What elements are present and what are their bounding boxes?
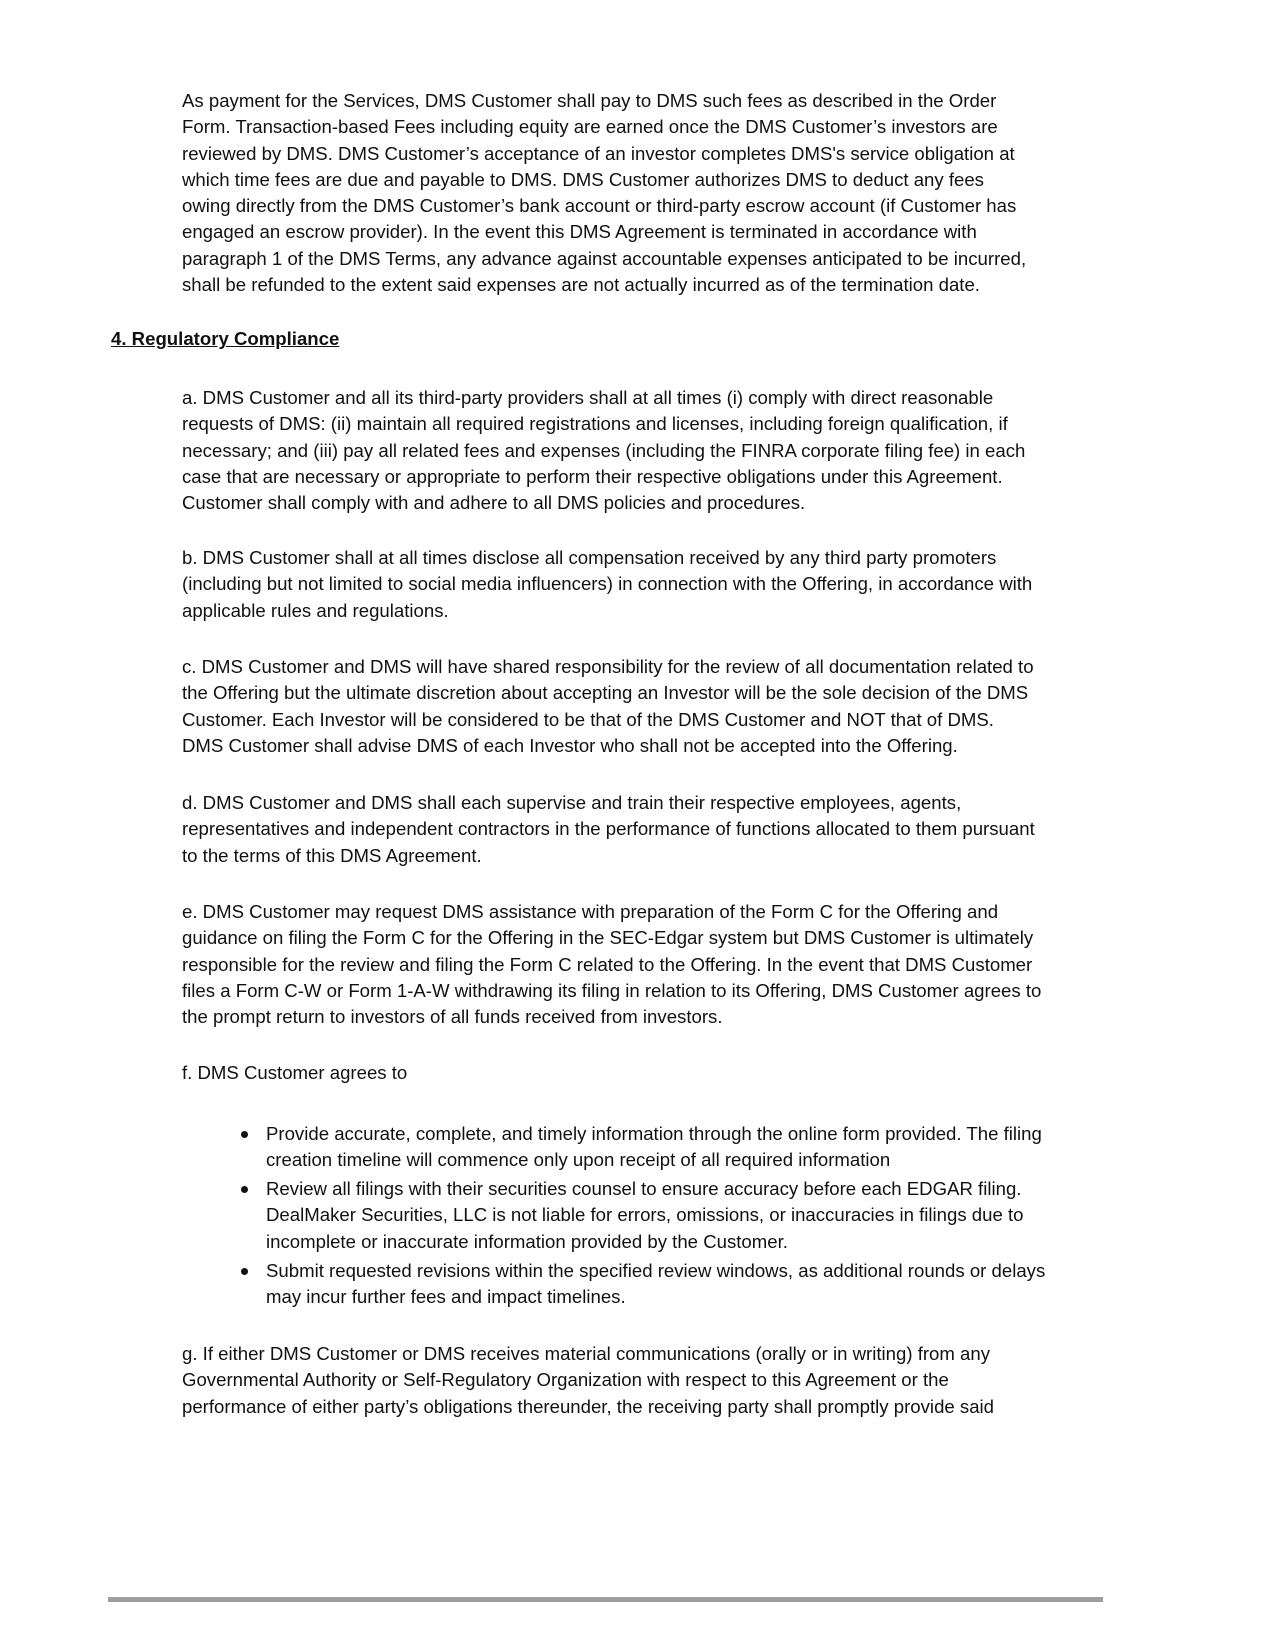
bullet-item xyxy=(266,1176,1024,1255)
text-line: may incur further fees and impact timelines. xyxy=(266,1286,626,1308)
text-line: e. DMS Customer may request DMS assistance with preparation of the Form C for the Offering and xyxy=(182,901,999,922)
text-line: owing directly from the DMS Customer’s bank account or third-party escrow account (if Customer has xyxy=(182,195,1017,217)
section-heading: 4. Regulatory Compliance xyxy=(111,328,340,349)
text-line: Customer. Each Investor will be considered to be that of the DMS Customer and NOT that of DMS. xyxy=(182,708,994,730)
text-line: c. DMS Customer and DMS will have shared responsibility for the review of all documentation related to xyxy=(182,656,1034,677)
text-line: representatives and independent contractors in the performance of functions allocated to them pursuant xyxy=(182,818,1035,840)
text-line: d. DMS Customer and DMS shall each supervise and train their respective employees, agents, xyxy=(182,792,962,813)
text-line: which time fees are due and payable to DMS. DMS Customer authorizes DMS to deduct any fees xyxy=(182,168,984,190)
text-line: necessary; and (iii) pay all related fees and expenses (including the FINRA corporate filing fee) in each xyxy=(182,439,1026,461)
bullet-item xyxy=(266,1258,1045,1311)
clause-c xyxy=(182,654,1034,759)
text-line: DealMaker Securities, LLC is not liable for errors, omissions, or inaccuracies in filings due to xyxy=(266,1204,1024,1226)
bullet-item xyxy=(266,1121,1042,1174)
text-line: f. DMS Customer agrees to xyxy=(182,1062,408,1083)
bullet-icon xyxy=(241,1186,248,1193)
text-line: Form. Transaction-based Fees including equity are earned once the DMS Customer’s investors are xyxy=(182,116,998,138)
text-line: responsible for the review and filing the Form C related to the Offering. In the event that DMS Customer xyxy=(182,953,1033,975)
footer-divider xyxy=(108,1597,1103,1602)
text-line: Customer shall comply with and adhere to all DMS policies and procedures. xyxy=(182,492,806,514)
text-line: engaged an escrow provider). In the event this DMS Agreement is terminated in accordance with xyxy=(182,221,977,243)
text-line: files a Form C-W or Form 1-A-W withdrawing its filing in relation to its Offering, DMS Customer agrees to xyxy=(182,979,1042,1001)
text-line: applicable rules and regulations. xyxy=(182,599,449,621)
text-line: to the terms of this DMS Agreement. xyxy=(182,844,482,866)
text-line: (including but not limited to social media influencers) in connection with the Offering, in accordance with xyxy=(182,573,1033,595)
bullet-icon xyxy=(241,1131,248,1138)
text-line: Governmental Authority or Self-Regulatory Organization with respect to this Agreement or the xyxy=(182,1369,949,1391)
text-line: Submit requested revisions within the specified review windows, as additional rounds or delays xyxy=(266,1260,1046,1281)
intro-paragraph xyxy=(182,88,1026,298)
text-line: performance of either party’s obligations thereunder, the receiving party shall promptly provide said xyxy=(182,1395,995,1417)
clause-f xyxy=(182,1060,407,1086)
text-line: Provide accurate, complete, and timely information through the online form provided. The filing xyxy=(266,1123,1042,1144)
text-line: DMS Customer shall advise DMS of each Investor who shall not be accepted into the Offering. xyxy=(182,734,958,756)
bullet-icon xyxy=(241,1268,248,1275)
clause-a xyxy=(182,385,1025,516)
clause-e xyxy=(182,899,1041,1030)
text-line: paragraph 1 of the DMS Terms, any advance against accountable expenses anticipated to be incurred, xyxy=(182,247,1027,269)
text-line: the Offering but the ultimate discretion about accepting an Investor will be the sole decision of the DMS xyxy=(182,682,1029,704)
clause-b xyxy=(182,545,1032,624)
text-line: As payment for the Services, DMS Customer shall pay to DMS such fees as described in the Order xyxy=(182,90,997,111)
text-line: incomplete or inaccurate information provided by the Customer. xyxy=(266,1230,788,1252)
text-line: a. DMS Customer and all its third-party providers shall at all times (i) comply with direct reasonable xyxy=(182,387,994,408)
text-line: g. If either DMS Customer or DMS receives material communications (orally or in writing) from any xyxy=(182,1343,991,1364)
text-line: creation timeline will commence only upon receipt of all required information xyxy=(266,1149,891,1171)
clause-g xyxy=(182,1341,994,1420)
text-line: b. DMS Customer shall at all times disclose all compensation received by any third party promoters xyxy=(182,547,997,568)
text-line: requests of DMS: (ii) maintain all required registrations and licenses, including foreign qualification, if xyxy=(182,413,1008,435)
text-line: case that are necessary or appropriate to perform their respective obligations under this Agreement. xyxy=(182,465,1003,487)
text-line: guidance on filing the Form C for the Offering in the SEC-Edgar system but DMS Customer is ultimately xyxy=(182,927,1034,949)
text-line: reviewed by DMS. DMS Customer’s acceptance of an investor completes DMS's service obligation at xyxy=(182,142,1015,164)
text-line: Review all filings with their securities counsel to ensure accuracy before each EDGAR filing. xyxy=(266,1178,1022,1199)
clause-d xyxy=(182,790,1035,869)
text-line: the prompt return to investors of all funds received from investors. xyxy=(182,1006,723,1028)
text-line: shall be refunded to the extent said expenses are not actually incurred as of the termination date. xyxy=(182,274,980,296)
